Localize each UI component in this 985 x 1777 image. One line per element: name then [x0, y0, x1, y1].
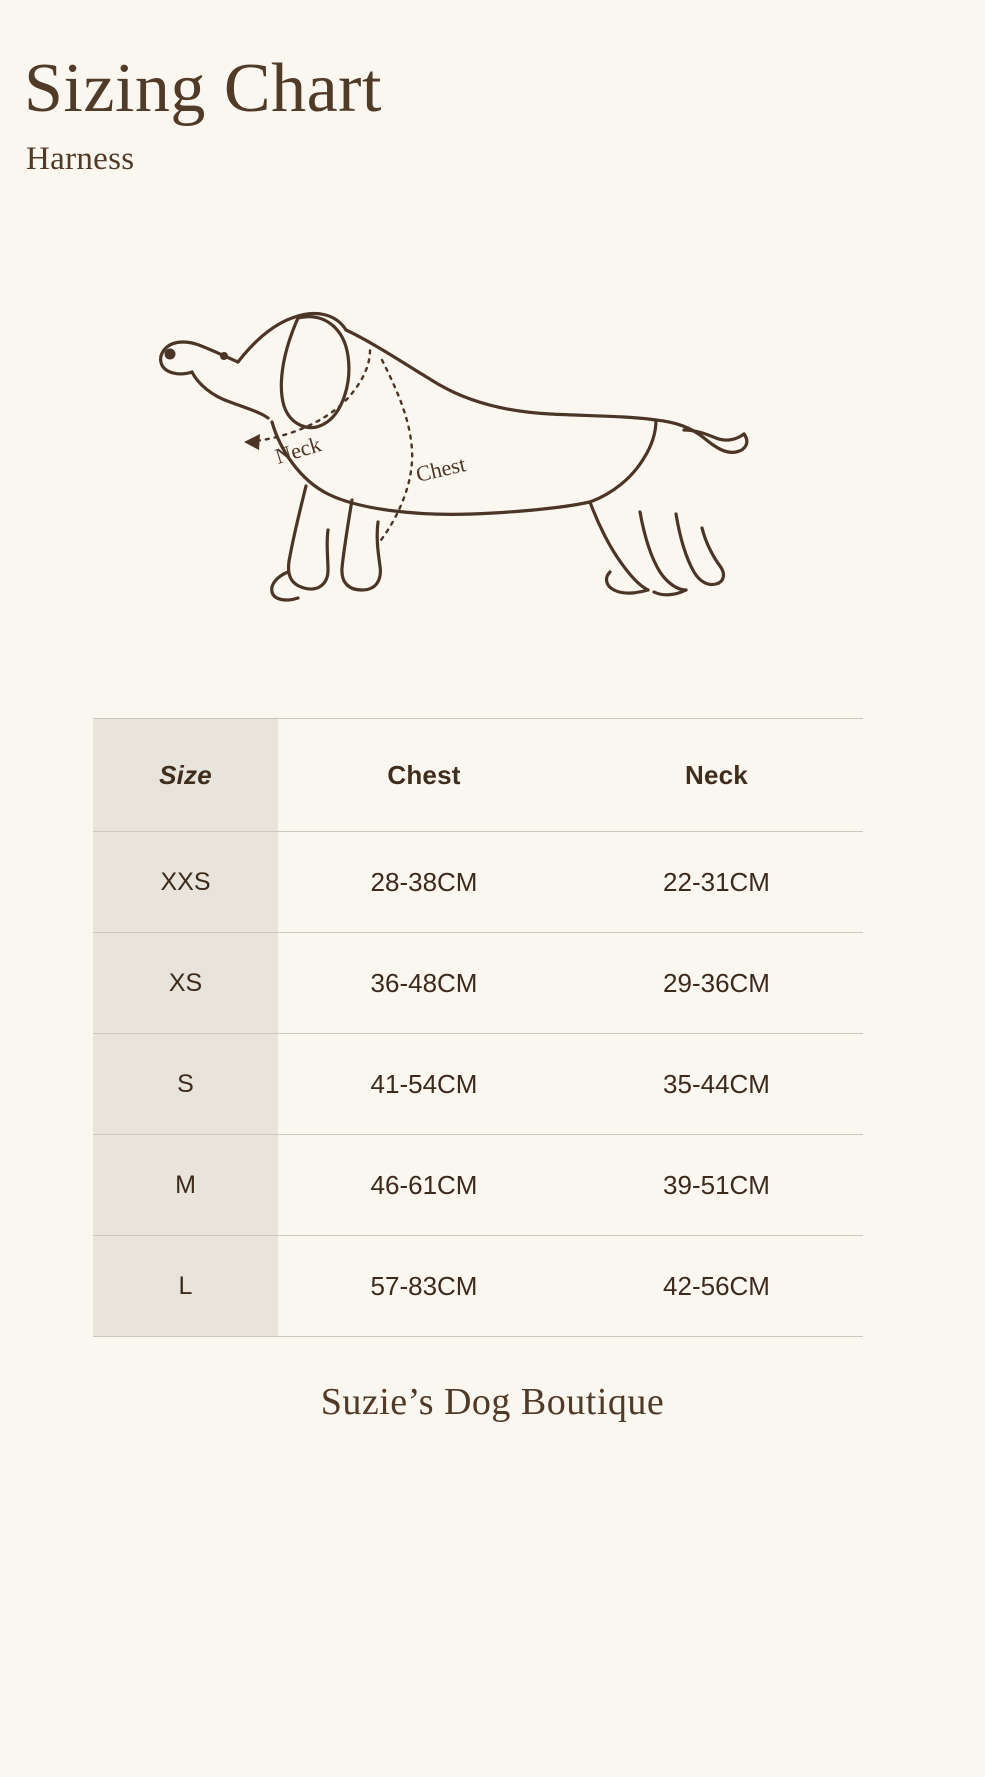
- table-row: [93, 933, 863, 1034]
- page-header: [24, 52, 724, 180]
- cell-neck: 22-31CM: [570, 832, 863, 933]
- sizing-table-wrapper: [93, 718, 863, 1337]
- table-row: [93, 832, 863, 933]
- chest-label: Chest: [413, 451, 468, 487]
- cell-neck: 42-56CM: [570, 1236, 863, 1337]
- column-header-chest: Chest: [278, 719, 570, 832]
- cell-neck: 35-44CM: [570, 1034, 863, 1135]
- page-title: Sizing Chart: [24, 50, 382, 127]
- cell-neck: 39-51CM: [570, 1135, 863, 1236]
- cell-neck: 29-36CM: [570, 933, 863, 1034]
- table-row: [93, 1034, 863, 1135]
- brand-footer: Suzie’s Dog Boutique: [320, 1381, 665, 1423]
- cell-chest: 57-83CM: [278, 1236, 570, 1337]
- cell-chest: 36-48CM: [278, 933, 570, 1034]
- table-row: [93, 1135, 863, 1236]
- sizing-table: [93, 718, 863, 1337]
- cell-size: L: [93, 1236, 278, 1337]
- table-row: [93, 1236, 863, 1337]
- cell-size: XS: [93, 933, 278, 1034]
- page-subtitle: Harness: [26, 141, 135, 178]
- cell-chest: 46-61CM: [278, 1135, 570, 1236]
- column-header-neck: Neck: [570, 719, 863, 832]
- column-header-size: Size: [93, 719, 278, 832]
- cell-chest: 28-38CM: [278, 832, 570, 933]
- neck-label: Neck: [272, 431, 324, 469]
- table-header-row: [93, 719, 863, 832]
- cell-chest: 41-54CM: [278, 1034, 570, 1135]
- cell-size: M: [93, 1135, 278, 1236]
- cell-size: XXS: [93, 832, 278, 933]
- cell-size: S: [93, 1034, 278, 1135]
- dog-illustration: [120, 272, 760, 632]
